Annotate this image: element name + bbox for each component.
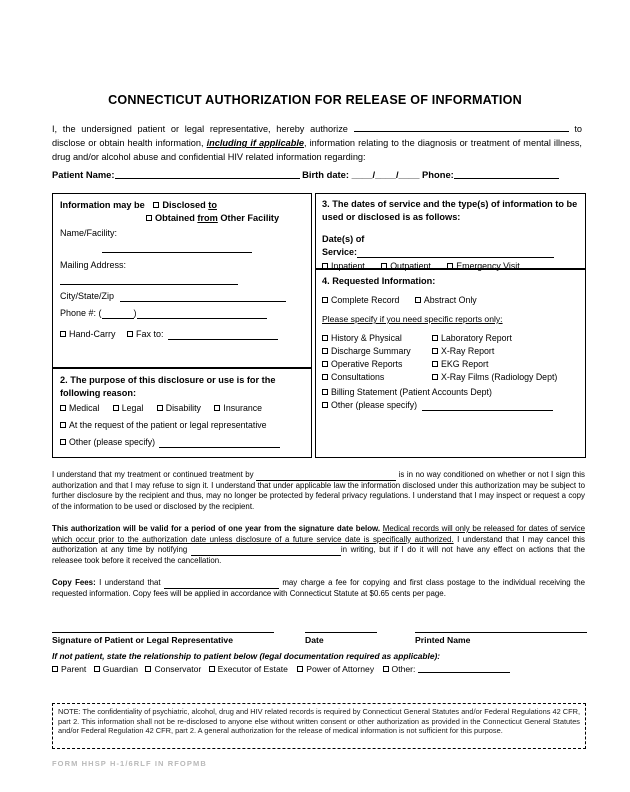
checkbox-reason-insurance[interactable] [214, 405, 220, 411]
box4-heading: 4. Requested Information: [322, 276, 436, 286]
name-facility-row [60, 227, 304, 240]
date-input-line[interactable] [305, 632, 377, 633]
para1-text-a: I understand that my treatment or continued treatment by [52, 470, 254, 479]
label-laboratory-report: Laboratory Report [441, 333, 512, 343]
checkbox-hand-carry[interactable] [60, 331, 66, 337]
intro-text-part2: to disclose or obtain health information, [52, 124, 582, 149]
label-reason-medical: Medical [69, 403, 100, 413]
patient-name-input[interactable] [115, 169, 300, 179]
patient-identity-line [52, 169, 586, 180]
checkbox-history-physical[interactable] [322, 335, 328, 341]
label-guardian: Guardian [102, 664, 139, 674]
label-inpatient: Inpatient [331, 261, 365, 271]
reports-column-2 [432, 332, 557, 384]
label-disclosed-to: to [208, 200, 217, 210]
checkbox-report-other[interactable] [322, 402, 328, 408]
label-ekg-report: EKG Report [441, 359, 489, 369]
label-reason-disability: Disability [165, 403, 201, 413]
checkbox-reason-legal[interactable] [113, 405, 119, 411]
specify-reports-note: Please specify if you need specific reports only: [322, 314, 503, 324]
delivery-method-row [60, 328, 304, 341]
checkbox-fax-to[interactable] [127, 331, 133, 337]
confidentiality-note-text: NOTE: The confidentiality of psychiatric, alcohol, drug and HIV related records is required by Connecticut General Statutes and/or Federal Regulations 42 CFR, part 2. This information shall not be re-disclosed to anyone else without written consent or other authorization as provided in the Connecticut General Statutes and/or Federal Regulation 42 CFR, part 2. A general authorization for the release of medical information is not sufficient for this purpose. [58, 707, 580, 736]
dates-of-service-row [322, 246, 579, 259]
name-facility-input[interactable] [102, 251, 252, 253]
checkbox-executor-of-estate[interactable] [209, 666, 215, 672]
label-fax-to: Fax to: [136, 329, 164, 339]
date-label: Date [305, 635, 324, 645]
checkbox-conservator[interactable] [145, 666, 151, 672]
dates-of-service-input[interactable] [357, 249, 554, 258]
authorize-blank-line[interactable] [354, 122, 569, 132]
relationship-note: If not patient, state the relationship to patient below (legal documentation required as applicable): [52, 651, 441, 661]
label-reason-insurance: Insurance [223, 403, 263, 413]
understanding-paragraph [52, 470, 585, 512]
label-complete-record: Complete Record [331, 295, 400, 305]
report-operative-reports-row [322, 358, 411, 371]
cancel-notify-blank[interactable] [191, 547, 341, 556]
checkbox-discharge-summary[interactable] [322, 348, 328, 354]
para2-text-a: This authorization will be valid for a period of one year from the signature date below. [52, 524, 381, 533]
purpose-other-row [60, 436, 304, 449]
printed-name-label: Printed Name [415, 635, 471, 645]
birth-date-label: Birth date: [302, 169, 350, 180]
name-facility-label: Name/Facility: [60, 228, 118, 238]
label-report-other: Other (please specify) [331, 400, 418, 410]
intro-paragraph [52, 122, 582, 165]
report-billing-statement-row [322, 386, 579, 399]
city-state-zip-label: City/State/Zip [60, 291, 115, 301]
report-history-physical-row [322, 332, 411, 345]
mailing-address-label: Mailing Address: [60, 260, 127, 270]
checkbox-outpatient[interactable] [381, 263, 387, 269]
para2-text-c: in writing, but if I do it will not have any effect on actions that the releasee took before it received the cancellation. [52, 545, 585, 565]
checkbox-reason-disability[interactable] [157, 405, 163, 411]
label-emergency-visit: Emergency Visit [456, 261, 520, 271]
report-consultations-row [322, 371, 411, 384]
signature-rules [0, 632, 630, 634]
label-disclosed: Disclosed [162, 200, 206, 210]
report-xray-row [432, 345, 557, 358]
validity-paragraph [52, 524, 585, 566]
city-state-zip-input[interactable] [120, 293, 286, 302]
report-laboratory-row [432, 332, 557, 345]
checkbox-emergency-visit[interactable] [447, 263, 453, 269]
checkbox-at-request[interactable] [60, 422, 66, 428]
para2-text-b: I understand that I may cancel this authorization at any time by notifying [52, 534, 585, 555]
label-at-request: At the request of the patient or legal representative [69, 420, 267, 430]
label-history-physical: History & Physical [331, 333, 402, 343]
mailing-address-input[interactable] [60, 283, 238, 285]
report-discharge-summary-row [322, 345, 411, 358]
label-obtained-from: from [197, 213, 218, 223]
copy-fee-charger-blank[interactable] [164, 580, 279, 589]
checkbox-billing-statement[interactable] [322, 389, 328, 395]
phone-label: Phone: [422, 169, 454, 180]
purpose-other-input[interactable] [159, 439, 280, 448]
intro-italic-phrase: including if applicable [206, 138, 305, 149]
section-4-requested-information-box [315, 269, 586, 458]
page-title: CONNECTICUT AUTHORIZATION FOR RELEASE OF INFORMATION [108, 93, 522, 107]
label-power-of-attorney: Power of Attorney [306, 664, 375, 674]
signature-label: Signature of Patient or Legal Representative [52, 635, 233, 645]
report-xray-films-row [432, 371, 557, 384]
checkbox-disclosed-to[interactable] [153, 202, 159, 208]
report-ekg-row [432, 358, 557, 371]
facility-phone-areacode-input[interactable] [102, 310, 134, 319]
treatment-provider-blank[interactable] [256, 472, 396, 481]
checkbox-laboratory-report[interactable] [432, 335, 438, 341]
label-discharge-summary: Discharge Summary [331, 346, 411, 356]
checkbox-purpose-other[interactable] [60, 439, 66, 445]
form-footer-code: FORM HHSP H-1/6RLF IN RFOPMB [52, 759, 207, 768]
report-other-row [322, 399, 579, 412]
label-reason-legal: Legal [121, 403, 144, 413]
relationship-options-row [52, 664, 510, 674]
label-purpose-other: Other (please specify) [69, 437, 156, 447]
purpose-at-request-row [60, 419, 304, 432]
checkbox-obtained-from[interactable] [146, 215, 152, 221]
dates-of-label-line1: Date(s) of [322, 234, 365, 244]
intro-text-part3: , information relating to the diagnosis or treatment of mental illness, drug and/or alcohol abuse and confidential HIV related information regarding: [52, 138, 582, 163]
printed-name-input-line[interactable] [415, 632, 587, 633]
checkbox-operative-reports[interactable] [322, 361, 328, 367]
label-relationship-other: Other: [391, 664, 416, 674]
label-xray-films: X-Ray Films (Radiology Dept) [441, 372, 558, 382]
label-executor-of-estate: Executor of Estate [217, 664, 288, 674]
label-abstract-only: Abstract Only [423, 295, 477, 305]
label-consultations: Consultations [331, 372, 385, 382]
box3-heading: 3. The dates of service and the type(s) of information to be used or disclosed is as follows: [322, 199, 578, 222]
para3-text-b: may charge a fee for copying and first class postage to the individual receiving the requested information. Copy fees will be applied in accordance with Connecticut Statute at $0.65 cents per page. [52, 578, 585, 598]
checkbox-abstract-only[interactable] [415, 297, 421, 303]
signature-input-line[interactable] [52, 632, 274, 633]
phone-input[interactable] [454, 169, 559, 179]
intro-text-part1: I, the undersigned patient or legal representative, hereby authorize [52, 124, 348, 134]
label-other-facility: Other Facility [220, 213, 280, 223]
facility-phone-row [60, 307, 304, 320]
box2-heading: 2. The purpose of this disclosure or use is for the following reason: [60, 375, 276, 398]
checkbox-inpatient[interactable] [322, 263, 328, 269]
label-operative-reports: Operative Reports [331, 359, 403, 369]
label-conservator: Conservator [154, 664, 202, 674]
para3-text-a: I understand that [99, 578, 161, 587]
para2-underlined-text: Medical records will only be released for dates of service which occur prior to the authorization date unless disclosure of a future service date is specifically authorized. [52, 524, 585, 544]
section-2-purpose-box [52, 368, 312, 458]
city-state-zip-row [60, 290, 304, 303]
section-1-information-box [52, 193, 312, 368]
label-xray-report: X-Ray Report [441, 346, 495, 356]
checkbox-power-of-attorney[interactable] [297, 666, 303, 672]
checkbox-guardian[interactable] [94, 666, 100, 672]
label-outpatient: Outpatient [390, 261, 431, 271]
facility-phone-label-close: ) [133, 308, 137, 318]
checkbox-reason-medical[interactable] [60, 405, 66, 411]
mailing-address-row [60, 259, 304, 272]
copy-fees-paragraph [52, 578, 585, 599]
label-billing-statement: Billing Statement (Patient Accounts Dept) [331, 387, 492, 397]
checkbox-xray-report[interactable] [432, 348, 438, 354]
label-obtained: Obtained [155, 213, 195, 223]
box1-header-label: Information may be [60, 200, 145, 210]
reports-columns [322, 332, 579, 386]
checkbox-xray-films[interactable] [432, 374, 438, 380]
section-3-dates-box [315, 193, 586, 269]
dates-of-label-line2: Service: [322, 247, 358, 257]
para1-text-b: is in no way conditioned on whether or not I sign this authorization and that I may refuse to sign it. I understand that under applicable law the information disclosed under this authorization may be subject to further disclosure by the recipient and thus, may no longer be protected by federal privacy regulations. I understand that I may inspect or request a copy of the information to be used or disclosed by the recipient. [52, 470, 585, 511]
reports-column-1 [322, 332, 411, 384]
patient-name-label: Patient Name: [52, 169, 115, 180]
record-scope-row [322, 294, 579, 307]
checkbox-ekg-report[interactable] [432, 361, 438, 367]
checkbox-consultations[interactable] [322, 374, 328, 380]
confidentiality-note-box [52, 703, 586, 749]
label-parent: Parent [61, 664, 87, 674]
copy-fees-label: Copy Fees: [52, 578, 96, 587]
label-hand-carry: Hand-Carry [69, 329, 116, 339]
birth-date-input[interactable]: ____/____/____ [351, 169, 420, 180]
checkbox-parent[interactable] [52, 666, 58, 672]
report-other-input[interactable] [422, 402, 553, 411]
checkbox-relationship-other[interactable] [383, 666, 389, 672]
fax-number-input[interactable] [168, 331, 278, 340]
box1-header-row [60, 199, 304, 212]
facility-phone-label: Phone #: ( [60, 308, 102, 318]
checkbox-complete-record[interactable] [322, 297, 328, 303]
purpose-reasons-row [60, 402, 304, 415]
relationship-other-input[interactable] [418, 664, 510, 673]
box1-obtained-row [146, 212, 304, 225]
facility-phone-number-input[interactable] [137, 310, 267, 319]
